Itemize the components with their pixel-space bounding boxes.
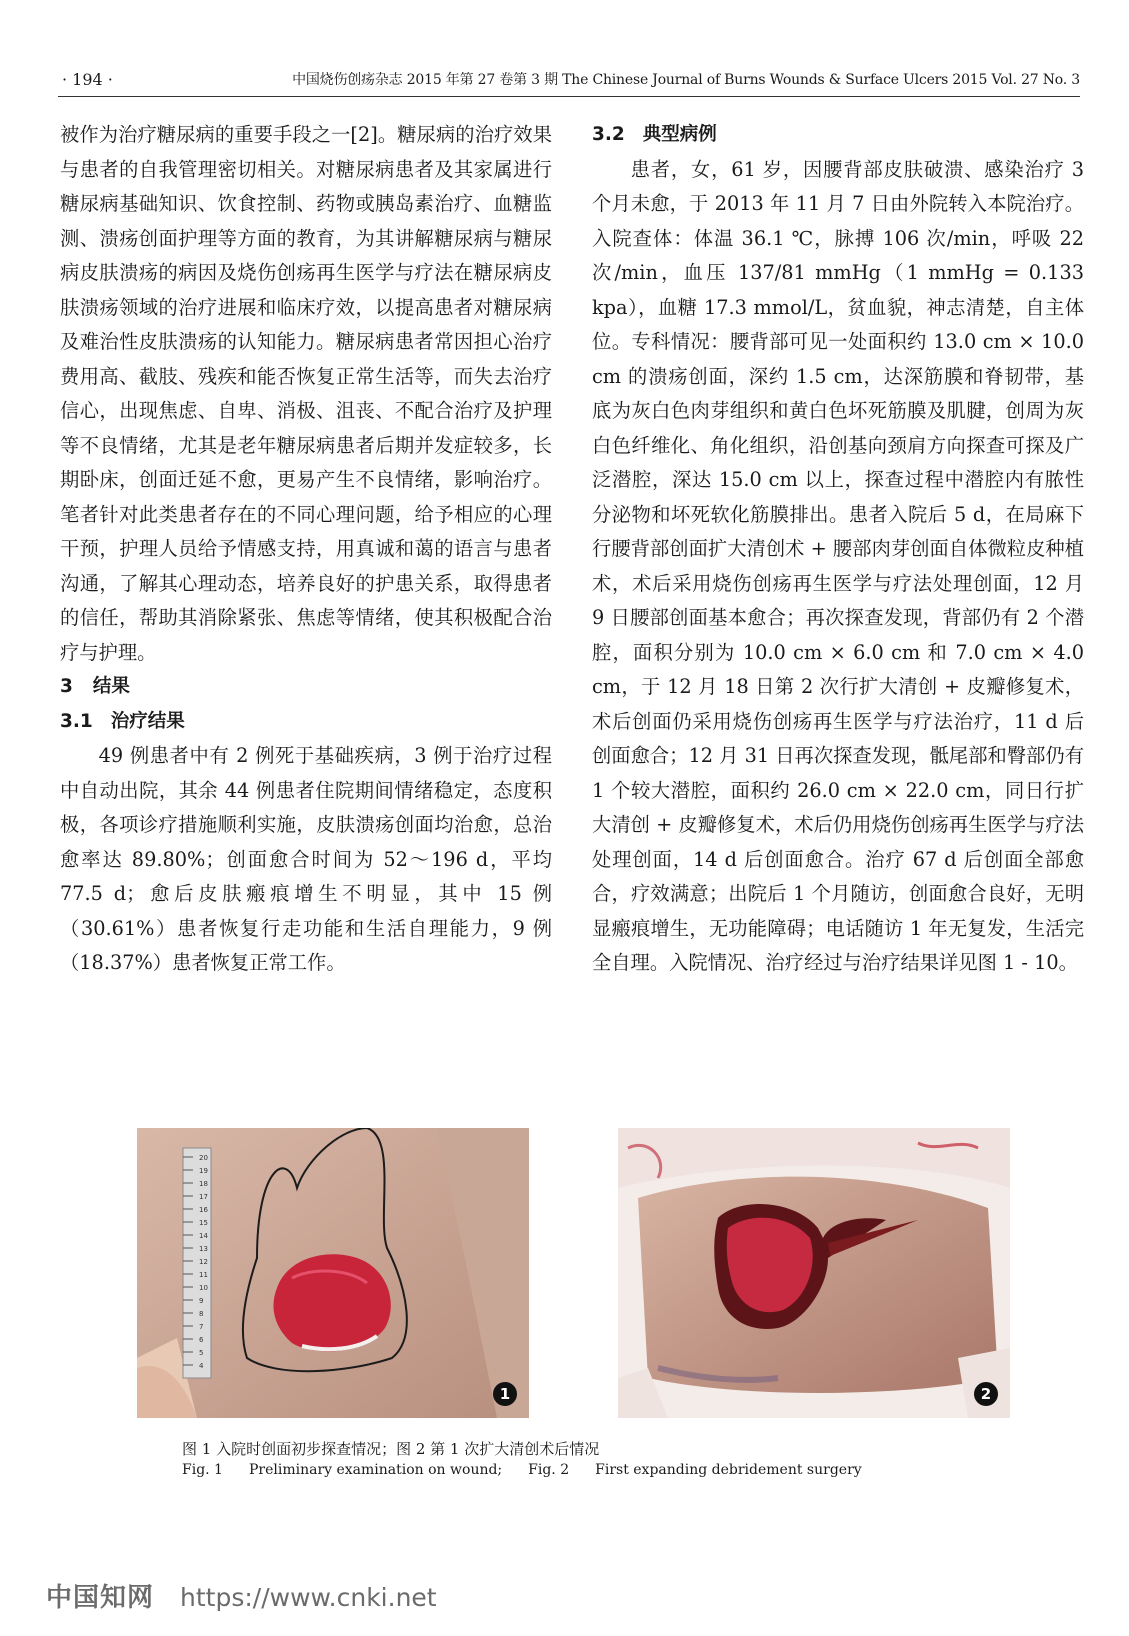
ruler-number: 12 <box>199 1258 208 1266</box>
ruler-number: 5 <box>199 1349 204 1357</box>
subsection-heading-treatment-results <box>60 705 552 740</box>
ruler-number: 14 <box>199 1232 208 1240</box>
page-number: · 194 · <box>62 70 113 89</box>
ruler-number: 6 <box>199 1336 204 1344</box>
running-header <box>58 66 1080 94</box>
ruler-number: 10 <box>199 1284 208 1292</box>
figure-caption-en <box>182 1462 1062 1478</box>
caption-fig2-label: Fig. 2 <box>528 1462 570 1478</box>
journal-info: 中国烧伤创疡杂志 2015 年第 27 卷第 3 期 The Chinese Journal of Burns Wounds & Surface Ulcers 2015 Vol. 27 No. 3 <box>292 72 1080 88</box>
left-column <box>60 118 552 981</box>
ruler-number: 13 <box>199 1245 208 1253</box>
ruler-number: 17 <box>199 1193 208 1201</box>
ruler-number: 7 <box>199 1323 204 1331</box>
ruler-number: 4 <box>199 1362 204 1370</box>
section-number: 3 <box>60 676 73 697</box>
figure-2-photo <box>618 1128 1010 1418</box>
caption-fig2-text: First expanding debridement surgery <box>595 1462 862 1478</box>
subsection-title: 典型病例 <box>642 124 717 145</box>
right-column <box>592 118 1084 981</box>
ruler-number: 18 <box>199 1180 208 1188</box>
paragraph-typical-case: 患者，女，61 岁，因腰背部皮肤破溃、感染治疗 3 个月未愈，于 2013 年 11 月 7 日由外院转入本院治疗。入院查体：体温 36.1 ℃，脉搏 106 次/min，呼吸 22 次/min，血压 137/81 mmHg（1 mmHg = 0.133 kpa），血糖 17.3 mmol/L，贫血貌，神志清楚，自主体位。专科情况：腰背部可见一处面积约 13.0 cm × 10.0 cm 的溃疡创面，深约 1.5 cm，达深筋膜和脊韧带，基底为灰白色肉芽组织和黄白色坏死筋膜及肌腱，创周为灰白色纤维化、角化组织，沿创基向颈肩方向探查可探及广泛潜腔，深达 15.0 cm 以上，探查过程中潜腔内有脓性分泌物和坏死软化筋膜排出。患者入院后 5 d，在局麻下行腰背部创面扩大清创术 + 腰部肉芽创面自体微粒皮种植术，术后采用烧伤创疡再生医学与疗法处理创面，12 月 9 日腰部创面基本愈合；再次探查发现，背部仍有 2 个潜腔，面积分别为 10.0 cm × 6.0 cm 和 7.0 cm × 4.0 cm，于 12 月 18 日第 2 次行扩大清创 + 皮瓣修复术，术后创面仍采用烧伤创疡再生医学与疗法治疗，11 d 后创面愈合；12 月 31 日再次探查发现，骶尾部和臀部仍有 1 个较大潜腔，面积约 26.0 cm × 22.0 cm，同日行扩大清创 + 皮瓣修复术，术后仍用烧伤创疡再生医学与疗法处理创面，14 d 后创面愈合。治疗 67 d 后创面全部愈合，疗效满意；出院后 1 个月随访，创面愈合良好，无明显瘢痕增生，无功能障碍；电话随访 1 年无复发，生活完全自理。入院情况、治疗经过与治疗结果详见图 1 - 10。 <box>592 157 1084 974</box>
section-heading-results <box>60 670 552 705</box>
ruler-number: 20 <box>199 1154 208 1162</box>
cnki-logo: 中国知网 <box>46 1583 155 1613</box>
subsection-number: 3.1 <box>60 710 93 732</box>
ruler-number: 16 <box>199 1206 208 1214</box>
subsection-number: 3.2 <box>592 124 625 145</box>
ruler <box>183 1148 211 1378</box>
paragraph-education: 被作为治疗糖尿病的重要手段之一[2]。糖尿病的治疗效果与患者的自我管理密切相关。对糖尿病患者及其家属进行糖尿病基础知识、饮食控制、药物或胰岛素治疗、血糖监测、溃疡创面护理等方面的教育，为其讲解糖尿病与糖尿病皮肤溃疡的病因及烧伤创疡再生医学与疗法在糖尿病皮肤溃疡领域的治疗进展和临床疗效，以提高患者对糖尿病及难治性皮肤溃疡的认知能力。糖尿病患者常因担心治疗费用高、截肢、残疾和能否恢复正常生活等，而失去治疗信心，出现焦虑、自卑、消极、沮丧、不配合治疗及护理等不良情绪，尤其是老年糖尿病患者后期并发症较多，长期卧床，创面迁延不愈，更易产生不良情绪，影响治疗。笔者针对此类患者存在的不同心理问题，给予相应的心理干预，护理人员给予情感支持，用真诚和蔼的语言与患者沟通，了解其心理动态，培养良好的护患关系，取得患者的信任，帮助其消除紧张、焦虑等情绪，使其积极配合治疗与护理。 <box>60 123 552 664</box>
caption-fig1-text: Preliminary examination on wound; <box>248 1462 503 1478</box>
ruler-number: 15 <box>199 1219 208 1227</box>
ruler-number: 8 <box>199 1310 204 1318</box>
subsection-title: 治疗结果 <box>110 710 185 732</box>
figure-1-marker: 1 <box>493 1382 517 1406</box>
header-rule <box>58 96 1080 97</box>
paragraph-treatment-results: 49 例患者中有 2 例死于基础疾病，3 例于治疗过程中自动出院，其余 44 例患者住院期间情绪稳定，态度积极，各项诊疗措施顺利实施，皮肤溃疡创面均治愈，总治愈率达 89.80%；创面愈合时间为 52～196 d，平均 77.5 d；愈后皮肤瘢痕增生不明显，其中 15 例（30.61%）患者恢复行走功能和生活自理能力，9 例（18.37%）患者恢复正常工作。 <box>60 744 552 974</box>
figure-caption-zh: 图 1 入院时创面初步探查情况；图 2 第 1 次扩大清创术后情况 <box>182 1440 600 1458</box>
caption-fig1-label: Fig. 1 <box>182 1462 223 1478</box>
ruler-number: 19 <box>199 1167 208 1175</box>
ruler-number: 9 <box>199 1297 204 1305</box>
cnki-url[interactable]: https://www.cnki.net <box>180 1583 437 1612</box>
footer-watermark <box>46 1577 437 1614</box>
figure-2-marker: 2 <box>974 1382 998 1406</box>
section-title: 结果 <box>92 676 130 697</box>
figure-1-photo <box>137 1128 529 1418</box>
subsection-heading-typical-case <box>592 118 1084 153</box>
ruler-number: 11 <box>199 1271 208 1279</box>
